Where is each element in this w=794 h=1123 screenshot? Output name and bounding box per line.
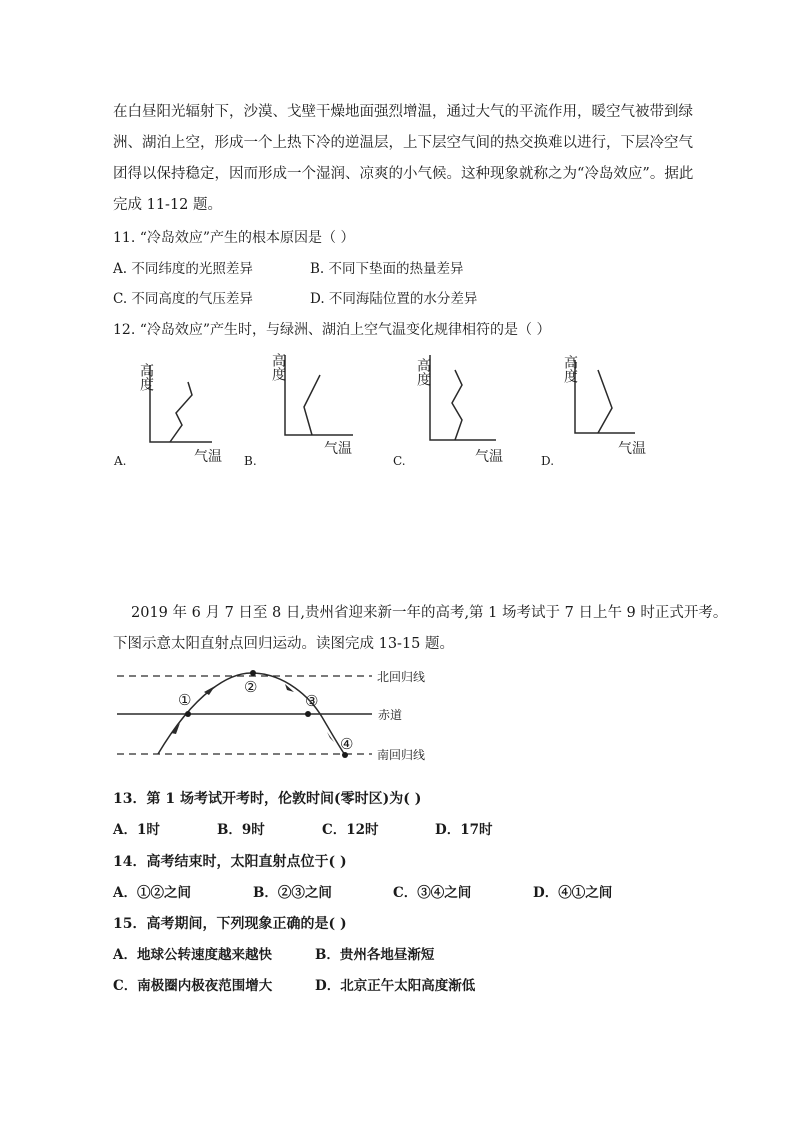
- graph-c-axes: [430, 355, 496, 440]
- graph-a-axes: [150, 365, 212, 442]
- point-4-label: ④: [340, 735, 354, 753]
- graph-b-xlabel: 气温: [324, 441, 352, 457]
- q15-option-a: A．地球公转速度越来越快: [113, 947, 272, 963]
- q14-option-b: B．②③之间: [253, 885, 332, 901]
- q13-option-a: A．1时: [113, 822, 160, 838]
- q14-option-a: A．①②之间: [113, 885, 191, 901]
- point-3-label: ③: [305, 692, 319, 710]
- graph-c-xlabel: 气温: [475, 449, 503, 465]
- tropic-of-capricorn-label: 南回归线: [377, 748, 426, 762]
- q15-stem: 15．高考期间，下列现象正确的是( ): [113, 916, 347, 932]
- arrow-3: [285, 684, 294, 692]
- graph-b: [285, 355, 353, 435]
- graph-a-curve: [170, 382, 192, 442]
- graph-d: [575, 360, 635, 433]
- passage1-line-2: 洲、湖泊上空，形成一个上热下冷的逆温层，上下层空气间的热交换难以进行，下层冷空气: [113, 135, 693, 151]
- graph-b-letter: B.: [244, 454, 257, 468]
- equator-label: 赤道: [378, 708, 403, 722]
- graph-c-curve: [452, 370, 462, 440]
- q15-option-c: C．南极圈内极夜范围增大: [113, 978, 273, 994]
- graph-d-curve: [598, 370, 612, 433]
- q14-option-c: C．③④之间: [393, 885, 472, 901]
- graph-a-xlabel: 气温: [194, 449, 222, 465]
- graph-b-curve: [304, 375, 320, 435]
- point-1-dot: [185, 711, 191, 717]
- point-3-dot: [305, 711, 311, 717]
- q14-stem: 14．高考结束时，太阳直射点位于( ): [113, 854, 347, 870]
- q13-option-b: B．9时: [217, 822, 265, 838]
- graph-a: [150, 365, 212, 442]
- point-2-dot: [250, 670, 256, 676]
- passage1-line-1: 在白昼阳光辐射下，沙漠、戈壁干燥地面强烈增温，通过大气的平流作用，暖空气被带到绿: [113, 104, 693, 120]
- q11-option-a: A. 不同纬度的光照差异: [113, 261, 253, 277]
- graph-c: [430, 355, 496, 440]
- q13-option-d: D．17时: [435, 822, 493, 838]
- graph-d-axes: [575, 360, 635, 433]
- graph-a-ylabel: 高度: [138, 363, 154, 391]
- point-2-label: ②: [244, 678, 258, 696]
- passage2-line-2: 下图示意太阳直射点回归运动。读图完成 13-15 题。: [113, 636, 455, 652]
- passage2-line-1: 2019 年 6 月 7 日至 8 日,贵州省迎来新一年的高考,第 1 场考试于 7 日上午 9 时正式开考。: [131, 605, 728, 621]
- q11-option-b: B. 不同下垫面的热量差异: [310, 261, 464, 277]
- q15-option-b: B．贵州各地昼渐短: [315, 947, 435, 963]
- graph-b-axes: [285, 355, 353, 435]
- graph-c-letter: C.: [393, 454, 406, 468]
- graph-d-ylabel: 高度: [562, 355, 578, 383]
- graph-a-letter: A.: [114, 454, 127, 468]
- q13-stem: 13．第 1 场考试开考时，伦敦时间(零时区)为( ): [113, 791, 422, 807]
- point-1-label: ①: [178, 691, 192, 709]
- graph-d-xlabel: 气温: [618, 441, 646, 457]
- tropic-of-cancer-label: 北回归线: [377, 670, 426, 684]
- q15-option-d: D．北京正午太阳高度渐低: [315, 978, 476, 994]
- passage1-line-3: 团得以保持稳定，因而形成一个湿润、凉爽的小气候。这种现象就称之为“冷岛效应”。据此: [113, 166, 694, 182]
- graph-d-letter: D.: [541, 454, 555, 468]
- q11-option-c: C. 不同高度的气压差异: [113, 291, 253, 307]
- arrow-1: [171, 723, 180, 734]
- q11-option-d: D. 不同海陆位置的水分差异: [310, 291, 478, 307]
- graph-c-ylabel: 高度: [415, 358, 431, 386]
- passage1-line-4: 完成 11-12 题。: [113, 197, 223, 213]
- q12-stem: 12. “冷岛效应”产生时，与绿洲、湖泊上空气温变化规律相符的是（ ）: [113, 322, 551, 338]
- q11-stem: 11. “冷岛效应”产生的根本原因是（ ）: [113, 230, 355, 246]
- q13-option-c: C．12时: [322, 822, 379, 838]
- q14-option-d: D．④①之间: [533, 885, 613, 901]
- graph-b-ylabel: 高度: [270, 353, 286, 381]
